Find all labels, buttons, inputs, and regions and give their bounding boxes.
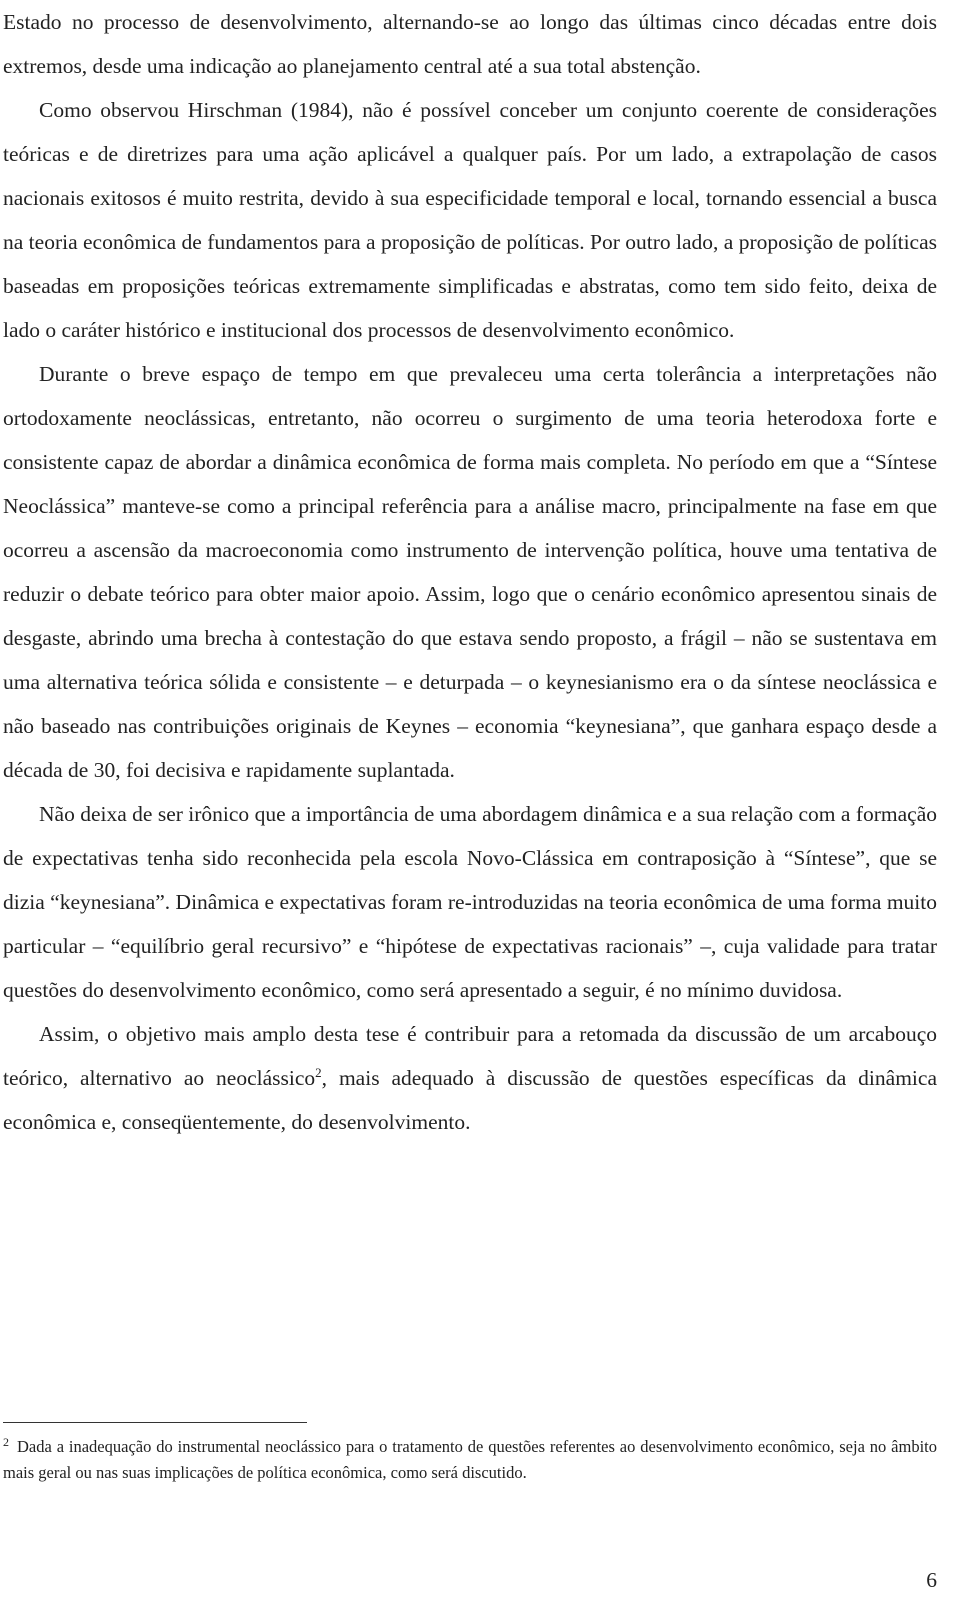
paragraph-5-text-before: Assim, o objetivo mais amplo desta tese é contribuir para a retomada da discussão de um arcabouço teórico, alternativo ao neoclássico bbox=[3, 1022, 937, 1090]
paragraph-2: Como observou Hirschman (1984), não é possível conceber um conjunto coerente de considerações teóricas e de diretrizes para uma ação aplicável a qualquer país. Por um lado, a extrapolação de casos nacionais exitosos é muito restrita, devido à sua especificidade temporal e local, tornando essencial a busca na teoria econômica de fundamentos para a proposição de políticas. Por outro lado, a proposição de políticas baseadas em proposições teóricas extremamente simplificadas e abstratas, como tem sido feito, deixa de lado o caráter histórico e institucional dos processos de desenvolvimento econômico. bbox=[3, 98, 937, 342]
paragraph-1: Estado no processo de desenvolvimento, alternando-se ao longo das últimas cinco décadas entre dois extremos, desde uma indicação ao planejamento central até a sua total abstenção. bbox=[3, 10, 937, 78]
footnote-reference[interactable]: 2 bbox=[315, 1064, 322, 1080]
footnote-separator bbox=[3, 1422, 307, 1423]
paragraph-5-text-after: , mais adequado à discussão de questões específicas da dinâmica econômica e, conseqüentemente, do desenvolvimento. bbox=[3, 1066, 937, 1134]
body-text bbox=[3, 0, 937, 1144]
paragraph-4: Não deixa de ser irônico que a importância de uma abordagem dinâmica e a sua relação com a formação de expectativas tenha sido reconhecida pela escola Novo-Clássica em contraposição à “Síntese”, que se dizia “keynesiana”. Dinâmica e expectativas foram re-introduzidas na teoria econômica de uma forma muito particular – “equilíbrio geral recursivo” e “hipótese de expectativas racionais” –, cuja validade para tratar questões do desenvolvimento econômico, como será apresentado a seguir, é no mínimo duvidosa. bbox=[3, 802, 937, 1002]
footnote bbox=[3, 1434, 937, 1486]
footnote-number: 2 bbox=[3, 1434, 9, 1449]
paragraph-3: Durante o breve espaço de tempo em que prevaleceu uma certa tolerância a interpretações não ortodoxamente neoclássicas, entretanto, não ocorreu o surgimento de uma teoria heterodoxa forte e consistente capaz de abordar a dinâmica econômica de forma mais completa. No período em que a “Síntese Neoclássica” manteve-se como a principal referência para a análise macro, principalmente na fase em que ocorreu a ascensão da macroeconomia como instrumento de intervenção política, houve uma tentativa de reduzir o debate teórico para obter maior apoio. Assim, logo que o cenário econômico apresentou sinais de desgaste, abrindo uma brecha à contestação do que estava sendo proposto, a frágil – não se sustentava em uma alternativa teórica sólida e consistente – e deturpada – o keynesianismo era o da síntese neoclássica e não baseado nas contribuições originais de Keynes – economia “keynesiana”, que ganhara espaço desde a década de 30, foi decisiva e rapidamente suplantada. bbox=[3, 362, 937, 782]
footnote-text: Dada a inadequação do instrumental neoclássico para o tratamento de questões referentes ao desenvolvimento econômico, seja no âmbito mais geral ou nas suas implicações de política econômica, como será discutido. bbox=[3, 1437, 937, 1482]
page-number: 6 bbox=[926, 1568, 937, 1592]
paragraph-5 bbox=[3, 1012, 937, 1144]
